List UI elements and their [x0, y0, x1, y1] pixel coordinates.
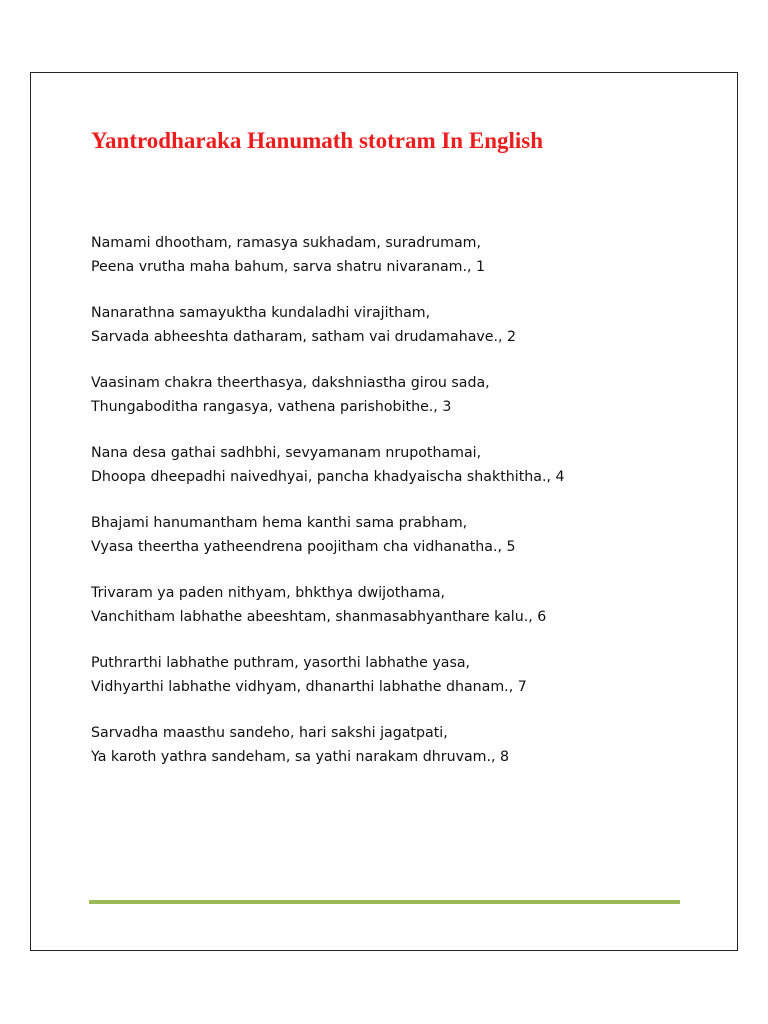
verse-8	[91, 721, 691, 769]
verse-line: Thungaboditha rangasya, vathena parishobithe., 3	[91, 399, 452, 415]
verse-line: Bhajami hanumantham hema kanthi sama prabham,	[91, 515, 468, 531]
verse-line: Vyasa theertha yatheendrena poojitham cha vidhanatha., 5	[91, 539, 516, 555]
page-title: Yantrodharaka Hanumath stotram In English	[91, 128, 544, 153]
verse-6	[91, 581, 691, 629]
verse-1	[91, 231, 691, 279]
verse-line: Ya karoth yathra sandeham, sa yathi narakam dhruvam., 8	[91, 749, 510, 765]
verse-line: Nanarathna samayuktha kundaladhi virajitham,	[91, 305, 431, 321]
verse-line: Sarvadha maasthu sandeho, hari sakshi jagatpati,	[91, 725, 448, 741]
verse-line: Sarvada abheeshta datharam, satham vai drudamahave., 2	[91, 329, 517, 345]
verse-4	[91, 441, 691, 489]
verse-line: Namami dhootham, ramasya sukhadam, suradrumam,	[91, 235, 481, 251]
verse-2	[91, 301, 691, 349]
footer-divider	[89, 900, 680, 904]
verse-line: Nana desa gathai sadhbhi, sevyamanam nrupothamai,	[91, 445, 482, 461]
document-page	[30, 72, 738, 951]
verse-list	[91, 231, 691, 791]
verse-line: Dhoopa dheepadhi naivedhyai, pancha khadyaischa shakthitha., 4	[91, 469, 565, 485]
verse-line: Vaasinam chakra theerthasya, dakshniastha girou sada,	[91, 375, 490, 391]
verse-3	[91, 371, 691, 419]
verse-7	[91, 651, 691, 699]
verse-line: Puthrarthi labhathe puthram, yasorthi labhathe yasa,	[91, 655, 471, 671]
verse-line: Trivaram ya paden nithyam, bhkthya dwijothama,	[91, 585, 446, 601]
verse-line: Vanchitham labhathe abeeshtam, shanmasabhyanthare kalu., 6	[91, 609, 547, 625]
verse-line: Peena vrutha maha bahum, sarva shatru nivaranam., 1	[91, 259, 486, 275]
verse-5	[91, 511, 691, 559]
verse-line: Vidhyarthi labhathe vidhyam, dhanarthi labhathe dhanam., 7	[91, 679, 527, 695]
